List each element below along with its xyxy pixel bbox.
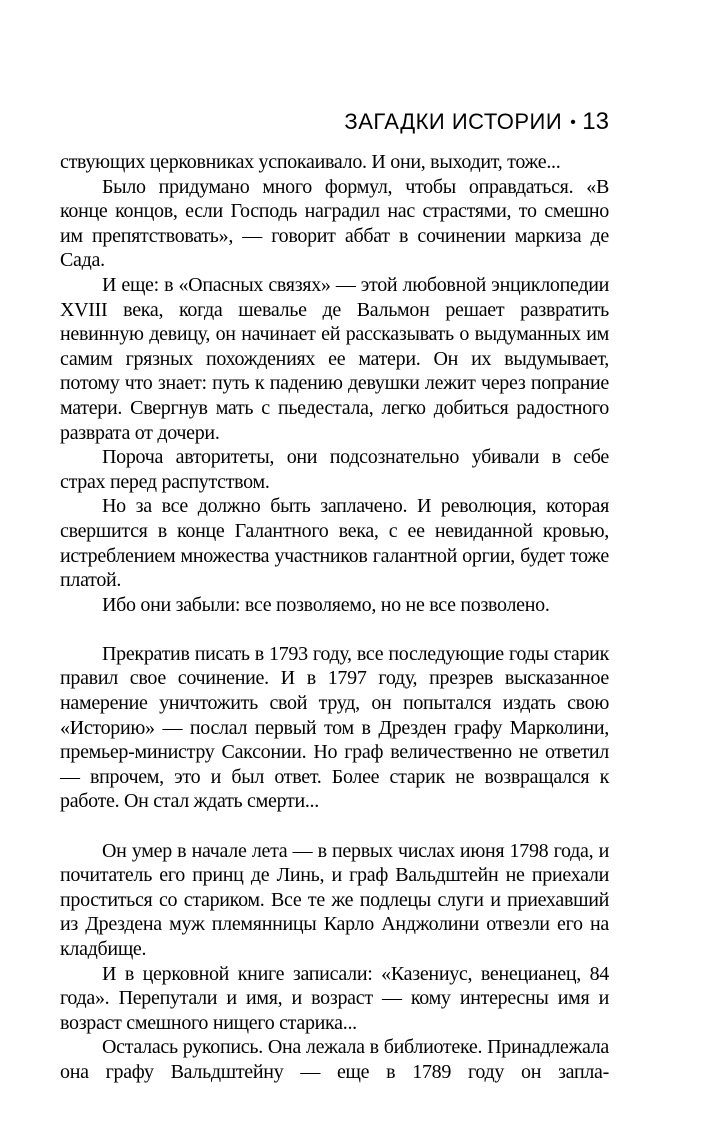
page-number: 13 bbox=[582, 108, 609, 135]
paragraph-8: Он умер в начале лета — в первых числах июня 1798 года, и почитатель его принц де Линь, и граф Вальдштейн не приехали проститься со стариком. Все те же подлецы слуги и приехавший из Дрездена муж племянницы Карло Анджолини отвезли его на кладбище. bbox=[60, 839, 609, 960]
paragraph-1: ствующих церковниках успокаивало. И они, выходит, тоже... bbox=[60, 151, 561, 173]
paragraph-3: И еще: в «Опасных связях» — этой любовной энциклопедии XVIII века, когда шевалье де Вальмон решает развратить невинную девицу, он начинает ей рассказывать о выдуманных им самим грязных похождениях ее матери. Он их выдумывает, потому что знает: путь к падению девушки лежит через попрание матери. Свергнув мать с пьедестала, легко добиться радостного разврата от дочери. bbox=[60, 273, 609, 444]
body-text bbox=[60, 150, 609, 1085]
paragraph-6: Ибо они забыли: все позволяемо, но не все позволено. bbox=[102, 593, 550, 616]
paragraph-10: Осталась рукопись. Она лежала в библиотеке. Принадлежала она графу Вальдштейну — еще в 1789 году он запла- bbox=[60, 1036, 609, 1083]
book-page bbox=[60, 0, 609, 1122]
paragraph-4: Порочa авторитеты, они подсознательно убивали в себе страх перед распутством. bbox=[60, 446, 609, 493]
book-title: ЗАГАДКИ ИСТОРИИ bbox=[344, 109, 563, 134]
running-header bbox=[344, 108, 609, 137]
header-separator: • bbox=[570, 114, 577, 131]
paragraph-5: Но за все должно быть заплачено. И революция, которая свершится в конце Галантного века, с ее невиданной кровью, истреблением множества участников галантной оргии, будет тоже платой. bbox=[60, 495, 609, 592]
paragraph-9: И в церковной книге записали: «Казениус, венецианец, 84 года». Перепутали и имя, и возраст — кому интересны имя и возраст смешного нищего старика... bbox=[60, 962, 609, 1034]
paragraph-7: Прекратив писать в 1793 году, все последующие годы старик правил свое сочинение. И в 1797 году, презрев высказанное намерение уничтожить свой труд, он попытался издать свою «Историю» — послал первый том в Дрезден графу Марколини, премьер-министру Саксонии. Но граф величественно не ответил — впрочем, это и был ответ. Более старик не возвращался к работе. Он стал ждать смерти... bbox=[60, 642, 609, 813]
paragraph-2: Было придумано много формул, чтобы оправдаться. «В конце концов, если Господь наградил нас страстями, то смешно им препятствовать», — говорит аббат в сочинении маркиза де Сада. bbox=[60, 175, 609, 272]
